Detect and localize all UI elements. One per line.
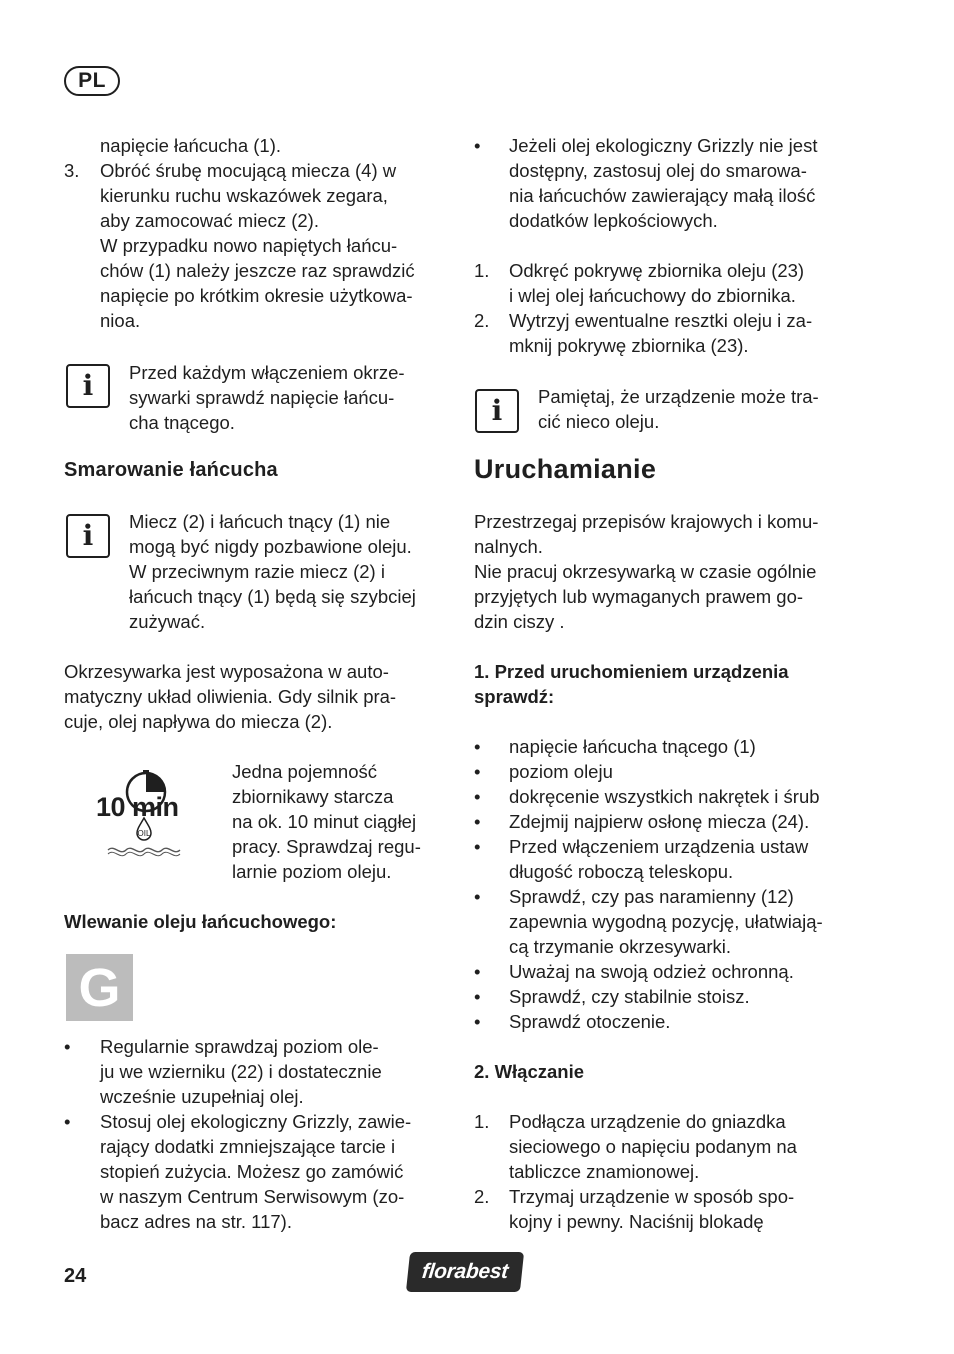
checklist-line: zapewnia wygodną pozycję, ułatwiają- bbox=[509, 911, 823, 932]
info-note-line: łańcuch tnący (1) będą się szybciej bbox=[129, 586, 416, 607]
checklist-line: Sprawdź otoczenie. bbox=[509, 1011, 671, 1032]
info-note-line: Miecz (2) i łańcuch tnący (1) nie bbox=[129, 511, 391, 532]
bullet-line: Regularnie sprawdzaj poziom ole- bbox=[100, 1036, 379, 1057]
bullet-marker: • bbox=[474, 1011, 481, 1032]
bullet-marker: • bbox=[474, 761, 481, 782]
bullet-line: bacz adres na str. 117). bbox=[100, 1211, 292, 1232]
oil-timer-icon bbox=[90, 770, 200, 862]
section-heading-lubrication: Smarowanie łańcucha bbox=[64, 459, 278, 481]
info-note-line: Pamiętaj, że urządzenie może tra- bbox=[538, 386, 819, 407]
tank-text-line: pracy. Sprawdzaj regu- bbox=[232, 836, 421, 857]
step-number: 2. bbox=[474, 1186, 490, 1207]
checklist-line: długość roboczą teleskopu. bbox=[509, 861, 734, 882]
bullet-line: dostępny, zastosuj olej do smarowa- bbox=[509, 160, 807, 181]
bullet-marker: • bbox=[474, 811, 481, 832]
checklist-line: Przed włączeniem urządzenia ustaw bbox=[509, 836, 809, 857]
page-number: 24 bbox=[64, 1265, 87, 1287]
step-number: 1. bbox=[474, 260, 490, 281]
tank-text-line: zbiornikawy starcza bbox=[232, 786, 394, 807]
subheading-switch-on: 2. Włączanie bbox=[474, 1061, 585, 1082]
step-line: Podłącza urządzenie do gniazdka bbox=[509, 1111, 786, 1132]
bullet-line: stopień zużycia. Możesz go zamówić bbox=[100, 1161, 404, 1182]
info-note-line: zużywać. bbox=[129, 611, 206, 632]
bullet-line: w naszym Centrum Serwisowym (zo- bbox=[100, 1186, 405, 1207]
step3-line: aby zamocować miecz (2). bbox=[100, 210, 319, 231]
bullet-line: nia łańcuchów zawierający małą ilość bbox=[509, 185, 816, 206]
bullet-marker: • bbox=[474, 736, 481, 757]
tank-text-line: Jedna pojemność bbox=[232, 761, 378, 782]
checklist-line: napięcie łańcucha tnącego (1) bbox=[509, 736, 756, 757]
info-icon: i bbox=[475, 389, 519, 433]
info-icon: i bbox=[66, 514, 110, 558]
bullet-marker: • bbox=[64, 1111, 71, 1132]
bullet-line: rający dodatki zmniejszające tarcie i bbox=[100, 1136, 396, 1157]
step-number: 3. bbox=[64, 160, 80, 181]
bullet-marker: • bbox=[474, 786, 481, 807]
brand-logo bbox=[406, 1252, 524, 1292]
section-heading-start: Uruchamianie bbox=[474, 454, 657, 484]
step-number: 1. bbox=[474, 1111, 490, 1132]
bullet-line: wcześnie uzupełniaj olej. bbox=[100, 1086, 304, 1107]
tank-text-line: na ok. 10 minut ciągłej bbox=[232, 811, 417, 832]
section-heading-pour-oil: Wlewanie oleju łańcuchowego: bbox=[64, 911, 337, 932]
paragraph-line: cuje, olej napływa do miecza (2). bbox=[64, 711, 333, 732]
info-note-line: cha tnącego. bbox=[129, 412, 235, 433]
paragraph-line: Okrzesywarka jest wyposażona w auto- bbox=[64, 661, 389, 682]
step-line: kojny i pewny. Naciśnij blokadę bbox=[509, 1211, 764, 1232]
figure-reference-box bbox=[66, 954, 133, 1021]
step3-line: napięcie po krótkim okresie użytkowa- bbox=[100, 285, 413, 306]
info-note-line: sywarki sprawdź napięcie łańcu- bbox=[129, 387, 395, 408]
step-line: Odkręć pokrywę zbiornika oleju (23) bbox=[509, 260, 805, 281]
bullet-marker: • bbox=[474, 986, 481, 1007]
tank-text-line: larnie poziom oleju. bbox=[232, 861, 392, 882]
checklist-line: poziom oleju bbox=[509, 761, 613, 782]
checklist-line: Sprawdź, czy pas naramienny (12) bbox=[509, 886, 794, 907]
paragraph-line: dzin ciszy . bbox=[474, 611, 565, 632]
subheading-line: 1. Przed uruchomieniem urządzenia bbox=[474, 661, 789, 682]
checklist-line: dokręcenie wszystkich nakrętek i śrub bbox=[509, 786, 820, 807]
info-icon: i bbox=[66, 364, 110, 408]
checklist-line: Sprawdź, czy stabilnie stoisz. bbox=[509, 986, 750, 1007]
step-line: Trzymaj urządzenie w sposób spo- bbox=[509, 1186, 795, 1207]
paragraph-line: przyjętych lub wymaganych prawem go- bbox=[474, 586, 804, 607]
bullet-line: Stosuj olej ekologiczny Grizzly, zawie- bbox=[100, 1111, 412, 1132]
bullet-marker: • bbox=[474, 961, 481, 982]
subheading-line: sprawdź: bbox=[474, 686, 555, 707]
checklist-line: cą trzymanie okrzesywarki. bbox=[509, 936, 732, 957]
step-line: sieciowego o napięciu podanym na bbox=[509, 1136, 797, 1157]
brand-logo-text: florabest bbox=[420, 1260, 510, 1283]
language-badge bbox=[64, 66, 120, 96]
bullet-marker: • bbox=[474, 135, 481, 156]
step3-line: Obróć śrubę mocującą miecza (4) w bbox=[100, 160, 397, 181]
step3-line: W przypadku nowo napiętych łańcu- bbox=[100, 235, 398, 256]
continued-text: napięcie łańcucha (1). bbox=[100, 135, 281, 156]
info-note-line: cić nieco oleju. bbox=[538, 411, 660, 432]
paragraph-line: nalnych. bbox=[474, 536, 543, 557]
bullet-marker: • bbox=[64, 1036, 71, 1057]
tank-time-label: 10 min bbox=[96, 792, 179, 822]
bullet-line: ju we wzierniku (22) i dostatecznie bbox=[100, 1061, 382, 1082]
info-note-line: Przed każdym włączeniem okrze- bbox=[129, 362, 405, 383]
info-note-line: mogą być nigdy pozbawione oleju. bbox=[129, 536, 412, 557]
paragraph-line: Nie pracuj okrzesywarką w czasie ogólnie bbox=[474, 561, 817, 582]
paragraph-line: Przestrzegaj przepisów krajowych i komu- bbox=[474, 511, 819, 532]
bullet-line: Jeżeli olej ekologiczny Grizzly nie jest bbox=[509, 135, 818, 156]
step-line: Wytrzyj ewentualne resztki oleju i za- bbox=[509, 310, 813, 331]
svg-text:OIL: OIL bbox=[137, 829, 151, 838]
bullet-marker: • bbox=[474, 886, 481, 907]
step3-line: nioa. bbox=[100, 310, 141, 331]
checklist-line: Uważaj na swoją odzież ochronną. bbox=[509, 961, 794, 982]
language-code: PL bbox=[78, 69, 106, 92]
figure-letter: G bbox=[78, 957, 121, 1018]
step3-line: chów (1) należy jeszcze raz sprawdzić bbox=[100, 260, 415, 281]
paragraph-line: matyczny układ oliwienia. Gdy silnik pra- bbox=[64, 686, 397, 707]
step3-line: kierunku ruchu wskazówek zegara, bbox=[100, 185, 388, 206]
step-line: i wlej olej łańcuchowy do zbiornika. bbox=[509, 285, 796, 306]
checklist-line: Zdejmij najpierw osłonę miecza (24). bbox=[509, 811, 810, 832]
step-line: tabliczce znamionowej. bbox=[509, 1161, 700, 1182]
bullet-line: dodatków lepkościowych. bbox=[509, 210, 718, 231]
info-note-line: W przeciwnym razie miecz (2) i bbox=[129, 561, 385, 582]
step-number: 2. bbox=[474, 310, 490, 331]
bullet-marker: • bbox=[474, 836, 481, 857]
step-line: mknij pokrywę zbiornika (23). bbox=[509, 335, 749, 356]
